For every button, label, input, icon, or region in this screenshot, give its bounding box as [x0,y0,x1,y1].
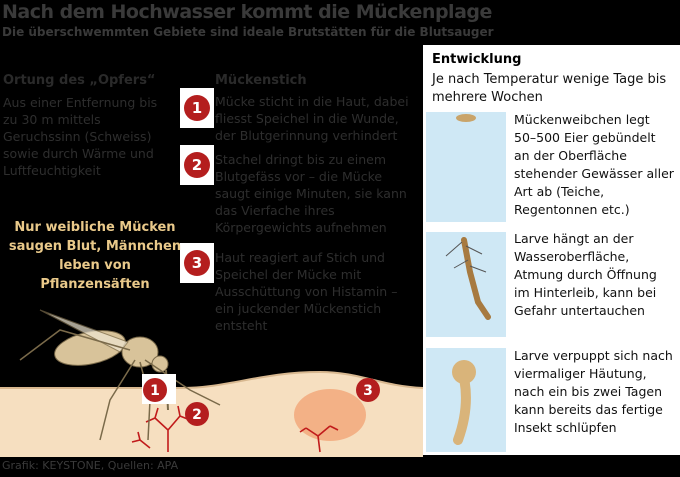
step-3-marker-box [180,243,214,283]
stich-heading: Mückenstich [215,73,307,88]
female-only-note: Nur weibliche Mücken saugen Blut, Männchen leben von Pflanzensäften [8,220,182,292]
stage-2-text: Larve hängt an der Wasseroberfläche, Atmung durch Öffnung im Hinterleib, kann bei Gefahr untertauchen [514,231,657,318]
bite-marker-2-label: 2 [192,407,202,423]
ortung-text: Aus einer Entfernung bis zu 30 m mittels Geruchssinn (Schweiss) sowie durch Wärme und Luftfeuchtigkeit [3,95,158,178]
step-2-marker-box [180,145,214,185]
page-title: Nach dem Hochwasser kommt die Mückenplage [2,1,492,23]
development-heading: Entwicklung [432,52,522,67]
swelling-redness [294,389,366,441]
stage-1-text: Mückenweibchen legt 50–500 Eier gebündelt an der Oberfläche stehender Gewässer aller Art ab (Teiche, Regentonnen etc.) [514,112,674,217]
step-1-number: 1 [184,95,210,121]
source-credit: Grafik: KEYSTONE, Quellen: APA [2,459,179,472]
bite-illustration [0,290,423,457]
page-subtitle: Die überschwemmten Gebiete sind ideale Brutstätten für die Blutsauger [2,25,494,39]
step-1-text: Mücke sticht in die Haut, dabei fliesst Speichel in die Wunde, der Blutgerinnung verhindert [215,94,409,143]
step-2-number: 2 [184,152,210,178]
egg-raft-icon [426,112,506,222]
larva-icon [426,232,506,337]
step-1-marker-box [180,88,214,128]
step-3-number: 3 [184,250,210,276]
ortung-heading: Ortung des „Opfers“ [3,73,156,88]
step-3-text: Haut reagiert auf Stich und Speichel der Mücke mit Ausschüttung von Histamin – ein juckender Mückenstich entsteht [215,250,398,333]
bite-marker-1-label: 1 [150,383,160,399]
step-2-text: Stachel dringt bis zu einem Blutgefäss vor – die Mücke saugt einige Minuten, sie kann das Vierfache ihres Körpergewichts aufnehmen [215,152,407,235]
bite-marker-3-label: 3 [363,383,373,399]
stage-3-text: Larve verpuppt sich nach viermaliger Häutung, nach ein bis zwei Tagen kann bereits das fertige Insekt schlüpfen [514,348,673,435]
development-intro: Je nach Temperatur wenige Tage bis mehrere Wochen [432,72,667,105]
pupa-icon [426,348,506,452]
